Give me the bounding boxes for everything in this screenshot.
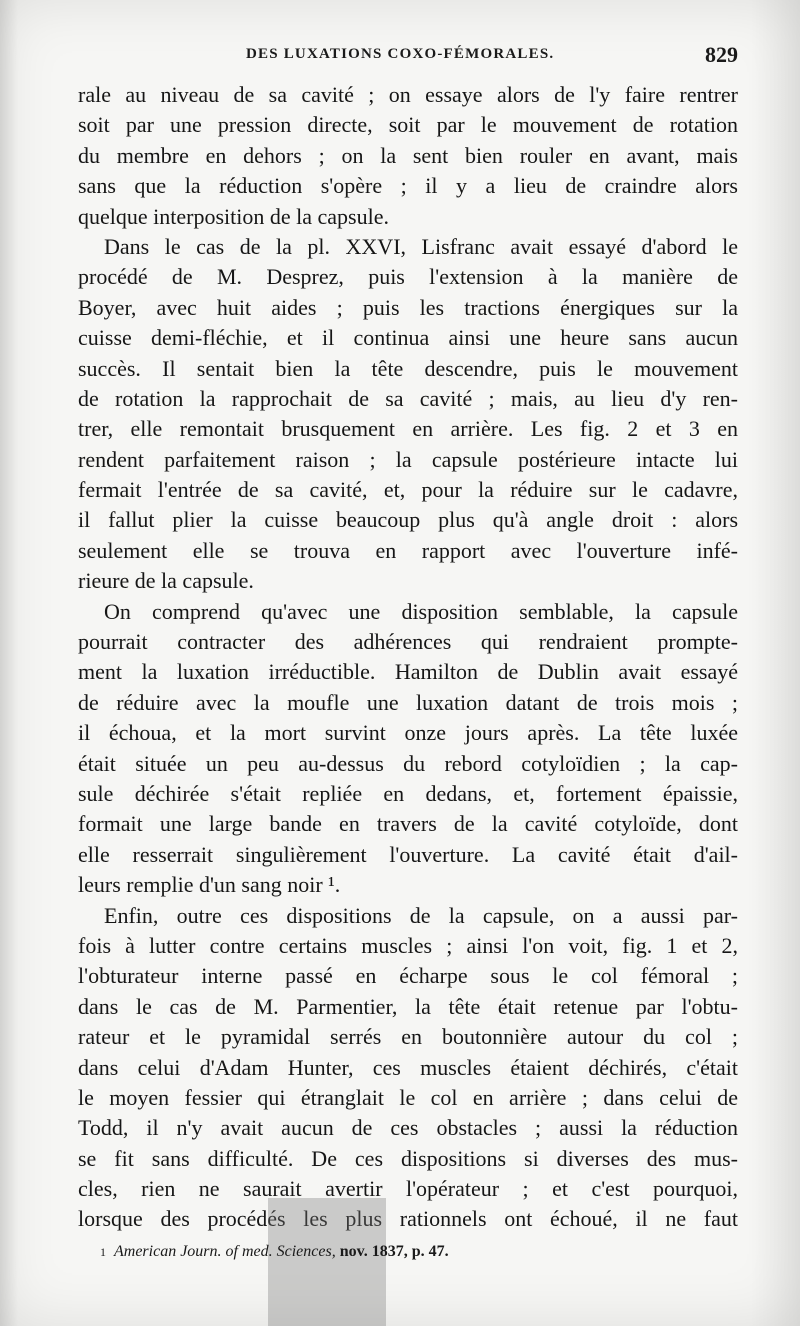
text-line: rieure de la capsule.: [78, 568, 254, 594]
text-line: pourrait contracter des adhérences qui rendraient prompte-: [78, 629, 738, 655]
text-line: le moyen fessier qui étranglait le col en arrière ; dans celui de: [78, 1084, 738, 1110]
text-line: de rotation la rapprochait de sa cavité ; mais, au lieu d'y ren-: [78, 385, 738, 411]
text-line: On comprend qu'avec une disposition semblable, la capsule: [104, 598, 738, 624]
text-line: était située un peu au-dessus du rebord cotyloïdien ; la cap-: [78, 750, 738, 776]
footnote-marker: 1: [100, 1245, 106, 1259]
body-text: [78, 80, 738, 1235]
footnote-journal: American Journ. of med. Sciences,: [114, 1243, 336, 1260]
text-line: fermait l'entrée de sa cavité, et, pour la réduire sur le cadavre,: [78, 477, 738, 503]
text-line: il échoua, et la mort survint onze jours après. La tête luxée: [78, 720, 738, 746]
text-line: formait une large bande en travers de la cavité cotyloïde, dont: [78, 811, 738, 837]
text-line: Enfin, outre ces dispositions de la capsule, on a aussi par-: [104, 902, 738, 928]
text-line: rale au niveau de sa cavité ; on essaye alors de l'y faire rentrer: [78, 82, 738, 107]
text-line: Boyer, avec huit aides ; puis les tractions énergiques sur la: [78, 294, 738, 320]
text-line: Dans le cas de la pl. XXVI, Lisfranc avait essayé d'abord le: [104, 233, 738, 259]
text-line: seulement elle se trouva en rapport avec l'ouverture infé-: [78, 537, 738, 563]
text-line: sans que la réduction s'opère ; il y a lieu de craindre alors: [78, 173, 738, 199]
text-line: rateur et le pyramidal serrés en boutonnière autour du col ;: [78, 1024, 738, 1050]
text-line: de réduire avec la moufle une luxation datant de trois mois ;: [78, 689, 738, 715]
text-line: Todd, il n'y avait aucun de ces obstacles ; aussi la réduction: [78, 1115, 738, 1141]
page-edge-shadow: [750, 0, 800, 1326]
text-line: quelque interposition de la capsule.: [78, 203, 389, 229]
text-line: elle resserrait singulièrement l'ouverture. La cavité était d'ail-: [78, 841, 738, 867]
text-line: sule déchirée s'était repliée en dedans, et, fortement épaissie,: [78, 780, 738, 806]
text-line: rendent parfaitement raison ; la capsule postérieure intacte lui: [78, 446, 738, 472]
text-line: trer, elle remontait brusquement en arrière. Les fig. 2 et 3 en: [78, 416, 738, 442]
text-line: procédé de M. Desprez, puis l'extension à la manière de: [78, 264, 738, 290]
text-line: soit par une pression directe, soit par le mouvement de rotation: [78, 112, 738, 138]
text-line: succès. Il sentait bien la tête descendre, puis le mouvement: [78, 355, 738, 381]
text-line: ment la luxation irréductible. Hamilton de Dublin avait essayé: [78, 659, 738, 685]
text-line: cuisse demi-fléchie, et il continua ainsi une heure sans aucun: [78, 325, 738, 351]
tape-mark: [268, 1198, 386, 1326]
footnote-reference: nov. 1837, p. 47.: [335, 1243, 449, 1260]
text-line: du membre en dehors ; on la sent bien rouler en avant, mais: [78, 142, 738, 168]
text-line: il fallut plier la cuisse beaucoup plus qu'à angle droit : alors: [78, 507, 738, 533]
text-line: l'obturateur interne passé en écharpe sous le col fémoral ;: [78, 963, 738, 989]
text-line: dans celui d'Adam Hunter, ces muscles étaient déchirés, c'était: [78, 1054, 738, 1080]
footnote: [100, 1243, 740, 1261]
running-title: DES LUXATIONS COXO-FÉMORALES.: [246, 46, 555, 62]
text-line: dans le cas de M. Parmentier, la tête était retenue par l'obtu-: [78, 993, 738, 1019]
text-line: fois à lutter contre certains muscles ; ainsi l'on voit, fig. 1 et 2,: [78, 932, 738, 958]
text-line: se fit sans difficulté. De ces dispositions si diverses des mus-: [78, 1145, 738, 1171]
binding-shadow: [0, 0, 18, 1326]
page-header: [78, 42, 738, 70]
page-number: 829: [705, 42, 738, 67]
text-line: leurs remplie d'un sang noir ¹.: [78, 872, 341, 898]
text-line: lorsque des procédés les plus rationnels ont échoué, il ne faut: [78, 1206, 738, 1232]
text-line: cles, rien ne saurait avertir l'opérateur ; et c'est pourquoi,: [78, 1176, 738, 1202]
